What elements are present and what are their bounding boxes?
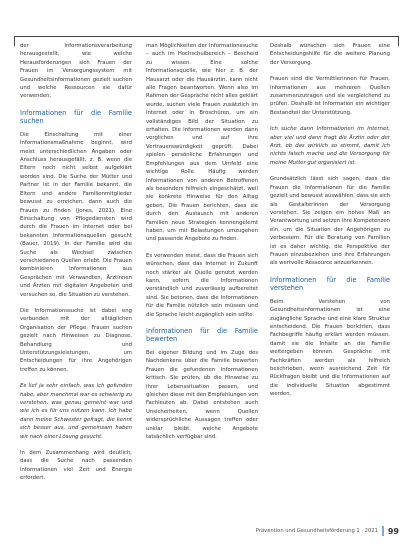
paragraph: der Informationsverarbeitung herausgestellt, wie welche Herausforderungen sich Frauen der Frauen im Versorgungssystem mit Gesundheitsinformationen gezielt suchen und welche Ressourcen sie dafür verwenden. [20,43,132,100]
section-heading: Informationen für die Familie verstehen [270,275,390,292]
paragraph: Deshalb wünschen sich Frauen eine Entscheidungshilfe für die weitere Planung der Versorgung. [270,43,390,66]
paragraph: Bei eigener Bildung und im Zuge des Nachdenkens über die Familie bewerten Frauen die gefundenen Informationen kritisch. Sie prüfen, ob die Hinweise zu ihrer Lebenssituation passen, und gleichen diese mit den Empfehlungen von Fachleuten ab. Dabei entstehen auch Unsicherheiten, wenn Quellen widersprüchliche Aussagen treffen oder unklar bleibt, welche Angebote tatsächlich verfügbar sind. [146,350,258,441]
paragraph: Frauen sind die Vermittlerinnen für Frauen, Informationen aus mehreren Quellen zusammenzutragen und sie vergleichend zu prüfen. Deshalb ist Information ein wichtiger Bestandteil der Unterstützung. [270,76,390,116]
section-heading: Informationen für die Familie bewerten [146,327,258,343]
page-footer [256,526,399,536]
footer-divider [382,526,384,536]
header-rule-right [398,36,399,46]
paragraph: Grundsätzlich lässt sich sagen, dass die Frauen die Informationen für die Familie gezielt und bewusst auswählen, dass sie sich als Gestalterinnen der Versorgung verstehen. Sie zeigen ein hohes Maß an Verantwortung und setzen ihre Kompetenzen ein, um die Situation der Angehörigen zu verbessern. Für die Beratung von Familien ist es daher wichtig, die Perspektive der Frauen einzubeziehen und ihre Erfahrungen als wertvolle Ressource anzuerkennen. [270,176,391,267]
text-column-3 [270,42,390,399]
section-heading: Informationen für die Familie suchen [20,108,132,125]
paragraph: Die Einschaltung mit einer Informationsmaßnahme beginnt, wird meist unterschiedlichen Angaben oder Anschluss herausgefällt, z. B. wenn die Eltern noch nicht selbst aufgeklärt worden sind. Die Suche der Mütter und Partner ist in der Familie bekannt, die Eltern und andere Familienmitglieder bewusst zu erreichen, dann auch die Frauen zu finden (Jones, 2021). Eine Einschaltung von Pflegediensten wird durch die Frauen im Internet oder bei bekannten Informationsquellen gesucht (Bauer, 2019). In der Familie wird die Suche als Wechsel zwischen verschiedenen Quellen erlebt. Die Frauen kombinieren Informationen aus Gesprächen mit Verwandten, Ärztinnen und Ärzten mit digitalen Angeboten und versuchen so, die Situation zu verstehen. [20,131,132,298]
header-rule [14,36,399,37]
paragraph: Beim Verstehen von Gesundheitsinformationen ist eine zugängliche Sprache und eine klare Struktur entscheidend. Die Frauen berichten, dass Fachbegriffe häufig erklärt werden müssen, damit sie die Inhalte an die Familie weitergeben können. Gespräche mit Fachkräften werden als hilfreich beschrieben, wenn ausreichend Zeit für Rückfragen bleibt und die Informationen auf die individuelle Situation abgestimmt werden. [270,298,390,398]
paragraph: Die Informationssuche ist dabei eng verbunden mit der alltäglichen Organisation der Pflege. Frauen suchen gezielt nach Hinweisen zu Diagnose, Behandlung und Unterstützungsleistungen, um Entscheidungen für ihre Angehörigen treffen zu können. [20,307,132,373]
interview-quote: Ich suche dann Informationen im Internet, aber viel und dann fragt die Ärztin oder der Arzt, ob das wirklich so stimmt, damit ich nichts falsch mache und die Versorgung für meine Mutter gut organisiert ist. [270,126,390,166]
text-column-1 [20,42,132,483]
paragraph: Es verwenden meist, dass die Frauen sich wünschen, dass das Internet in Zukunft noch stärker als Quelle genutzt werden kann, sofern die Informationen verständlich und zuverlässig aufbereitet sind. Sie betonen, dass die Informationen für die Familie nützlich sein müssen und die Sprache leicht zugänglich sein sollte. [146,252,258,318]
page-number: 99 [387,526,399,536]
header-rule-left [14,36,15,46]
interview-quote: Es lief ja sehr einfach, was ich gefunden habe, aber manchmal war es schwierig zu verstehen, was genau gemeint war und wie ich es für uns nutzen kann. Ich habe dann meine Schwester gefragt, die kennt sich besser aus, und gemeinsam haben wir nach einer Lösung gesucht. [20,383,132,440]
journal-title: Prävention und Gesundheitsförderung 1 · 2021 [255,528,378,534]
paragraph: man Möglichkeiten der Informationssuche – auch im Hochschulbereich – Bescheid zu wissen. Eine solche Informationsquelle, wie hier z. B. der Hausarzt oder die Hausärztin, kann nicht alle Fragen beantworten. Wenn also im Rahmen der Gespräche nicht alles geklärt wurde, suchen viele Frauen zusätzlich im Internet oder in Broschüren, um ein vollständiges Bild der Situation zu erhalten. Die Informationen werden dann verglichen und auf ihre Vertrauenswürdigkeit geprüft. Dabei spielen persönliche Erfahrungen und Empfehlungen aus dem Umfeld eine wichtige Rolle. Häufig werden Informationen von anderen Betroffenen als besonders hilfreich eingeschätzt, weil sie konkrete Hinweise für den Alltag geben. Die Frauen berichten, dass sie durch den Austausch mit anderen Familien neue Strategien kennengelernt haben, um mit Belastungen umzugehen und passende Angebote zu finden. [146,43,258,243]
text-column-2 [146,42,258,441]
paragraph: In dem Zusammenhang wird deutlich, dass die Suche nach passenden Informationen viel Zeit und Energie erfordert. [20,450,132,482]
